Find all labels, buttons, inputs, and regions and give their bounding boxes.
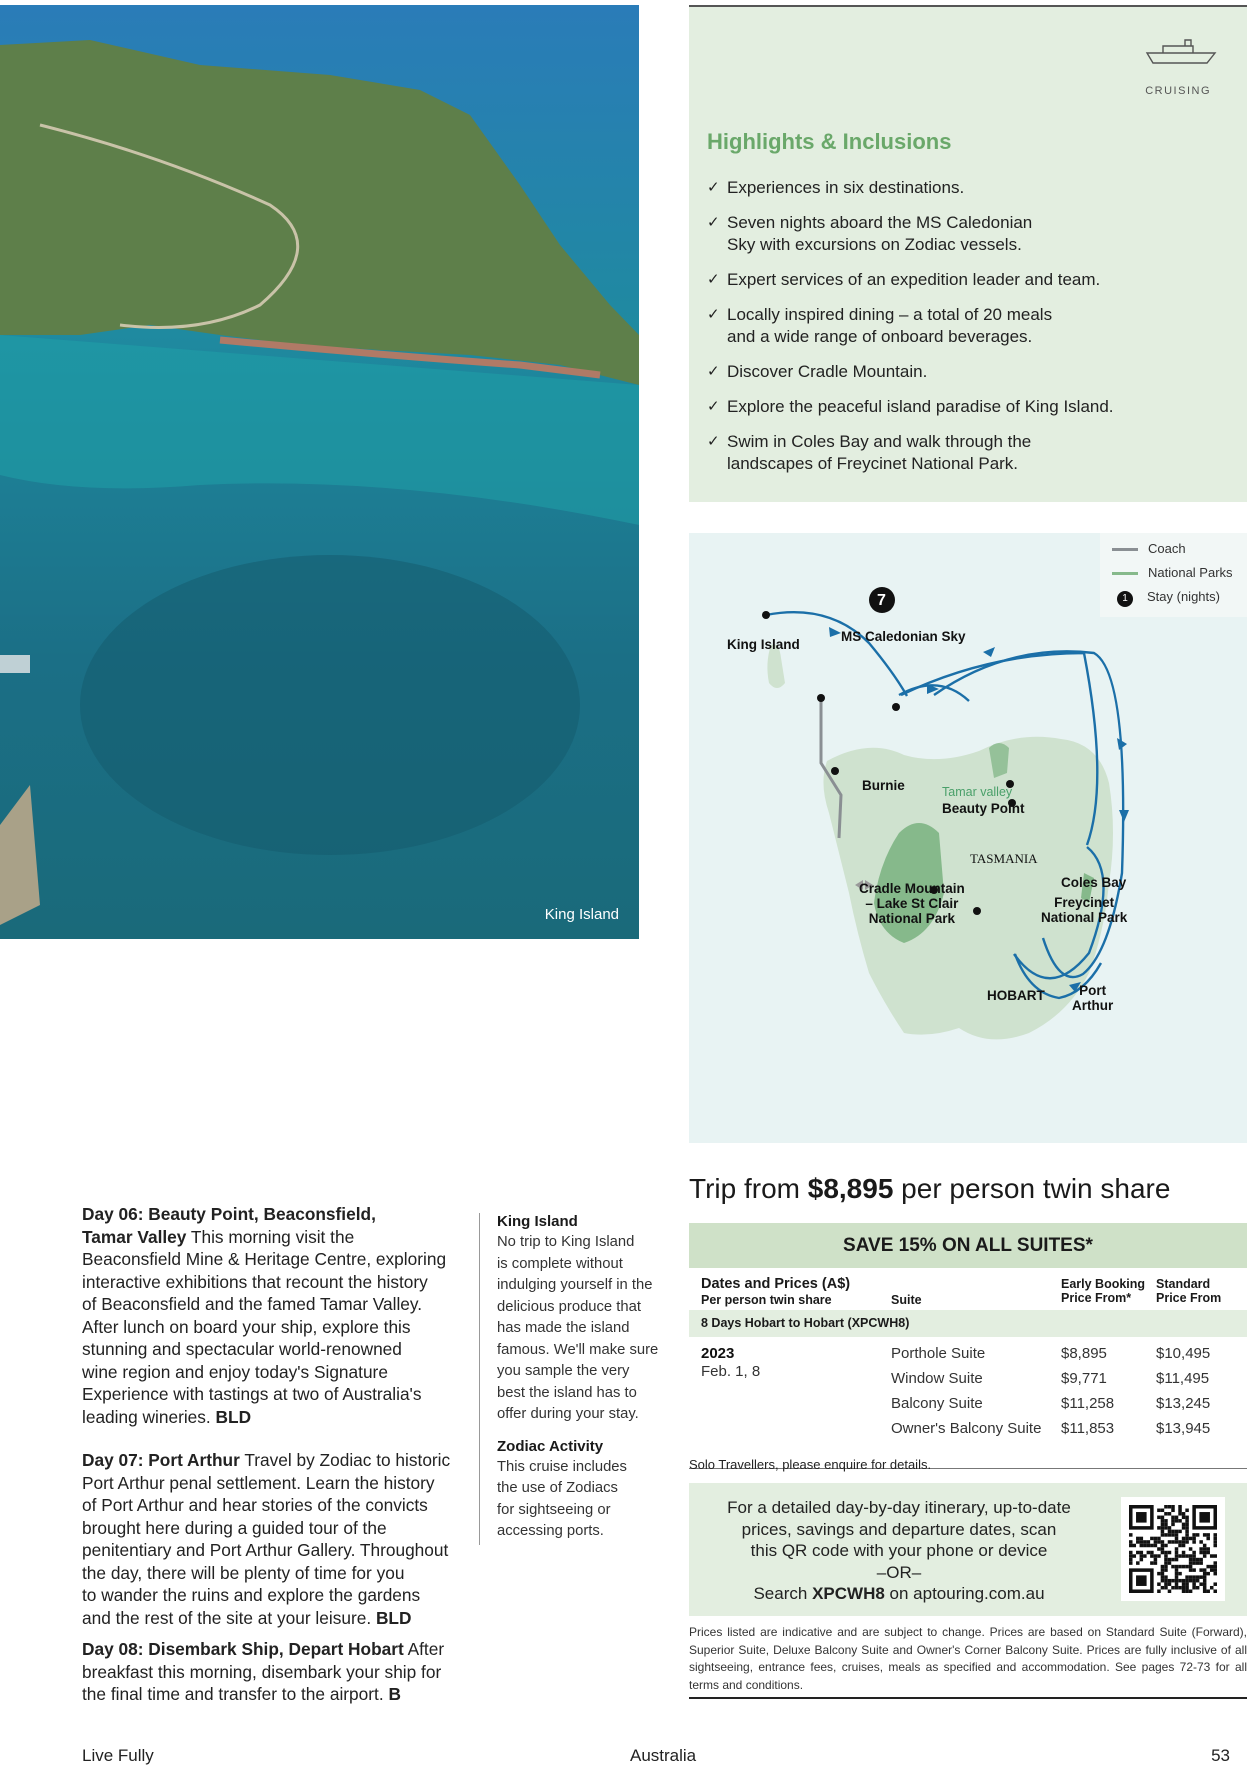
ship-nights-badge: 7: [877, 592, 886, 609]
col-standard-line1: Standard: [1156, 1277, 1211, 1291]
save-banner: SAVE 15% ON ALL SUITES*: [689, 1223, 1247, 1268]
qr-line: this QR code with your phone or device: [750, 1541, 1048, 1560]
label-cradle-line2: – Lake St Clair: [865, 896, 959, 911]
label-burnie: Burnie: [862, 778, 905, 793]
sidebar-line: offer during your stay.: [497, 1406, 639, 1422]
highlight-item: [707, 361, 1227, 383]
disclaimer: Prices listed are indicative and are subject to change. Prices are based on Standard Suite (Forward), Superior Suite, Deluxe Balcony Suite and Owner's Corner Balcony Suite. Prices are fully inclusive of all sightseeing, entrance fees, cruises, meals as specified and accommodation. See pages 72-73 for all terms and conditions.: [689, 1625, 1247, 1692]
zodiac-note-text: [497, 1457, 687, 1543]
suite-name: Porthole Suite: [891, 1345, 986, 1362]
highlights-list: [707, 177, 1227, 488]
label-cradle-line3: National Park: [868, 911, 956, 926]
tasmania-map: [689, 533, 1247, 1143]
qr-search-prefix: Search: [753, 1584, 808, 1603]
coach-legend-line: [1112, 548, 1138, 551]
sidebar-line: delicious produce that: [497, 1298, 641, 1315]
day07-line: brought here during a guided tour of the: [82, 1517, 387, 1538]
map-legend: [1100, 533, 1247, 617]
day07-line: and the rest of the site at your leisure.: [82, 1607, 372, 1628]
route-map: [689, 533, 1247, 1143]
king-island-note-text: [497, 1232, 687, 1426]
trip-from-headline: [689, 1173, 1170, 1205]
label-freycinet: [1041, 895, 1127, 925]
qr-line: –OR–: [876, 1562, 922, 1582]
sidebar-notes: [479, 1213, 687, 1545]
label-port-arthur: [1072, 983, 1113, 1013]
early-price: $11,853: [1061, 1420, 1115, 1437]
qr-code-image: [1121, 1497, 1225, 1601]
sidebar-line: accessing ports.: [497, 1523, 604, 1539]
check-icon: ✓: [707, 214, 720, 231]
highlight-text: Sky with excursions on Zodiac vessels.: [727, 235, 1022, 254]
highlight-item: [707, 396, 1227, 418]
day08-line: breakfast this morning, disembark your ship for: [82, 1661, 442, 1682]
sidebar-line: best the island has to: [497, 1384, 637, 1401]
label-cradle: [859, 881, 965, 926]
price-table: [689, 1268, 1247, 1469]
day07-line: Port Arthur penal settlement. Learn the history: [82, 1472, 435, 1493]
label-beauty-point: Beauty Point: [942, 801, 1025, 816]
col-dates-header: Dates and Prices (A$): [701, 1276, 851, 1292]
standard-price: $13,245: [1156, 1395, 1211, 1412]
highlight-item: [707, 304, 1227, 348]
label-cradle-line1: Cradle Mountain: [859, 881, 965, 896]
highlight-text: and a wide range of onboard beverages.: [727, 327, 1033, 346]
qr-instructions: [709, 1497, 1089, 1605]
sidebar-line: is complete without: [497, 1255, 623, 1272]
sidebar-line: No trip to King Island: [497, 1234, 635, 1250]
footer-center: Australia: [630, 1746, 697, 1765]
qr-line: prices, savings and departure dates, scan: [741, 1519, 1057, 1539]
day07-line: of Port Arthur and hear stories of the convicts: [82, 1495, 428, 1515]
departure-dates: Feb. 1, 8: [701, 1363, 761, 1380]
col-suite-header: Suite: [891, 1293, 922, 1307]
day06-text: [82, 1203, 457, 1428]
sidebar-line: for sightseeing or: [497, 1501, 611, 1518]
day07-heading: Day 07: Port Arthur: [82, 1450, 240, 1470]
highlights-title: Highlights & Inclusions: [707, 129, 952, 154]
label-tasmania: TASMANIA: [970, 851, 1038, 866]
highlight-text: Explore the peaceful island paradise of King Island.: [727, 397, 1114, 416]
trip-name-row: 8 Days Hobart to Hobart (XPCWH8): [689, 1310, 1247, 1337]
sidebar-line: famous. We'll make sure: [497, 1341, 659, 1358]
check-icon: ✓: [707, 306, 720, 323]
king-island-note-title: King Island: [497, 1213, 578, 1230]
qr-line: For a detailed day-by-day itinerary, up-to-date: [727, 1498, 1071, 1517]
check-icon: ✓: [707, 179, 720, 196]
col-standard-header: [1156, 1277, 1221, 1305]
day06-line: This morning visit the: [190, 1226, 355, 1247]
day06-line: leading wineries.: [82, 1406, 211, 1427]
trip-price: $8,895: [807, 1173, 894, 1204]
day07-line: penitentiary and Port Arthur Gallery. Throughout: [82, 1540, 449, 1560]
check-icon: ✓: [707, 398, 720, 415]
early-price: $9,771: [1061, 1370, 1107, 1387]
legend-parks: National Parks: [1148, 565, 1233, 580]
sidebar-line: the use of Zodiacs: [497, 1480, 618, 1496]
check-icon: ✓: [707, 271, 720, 288]
day07-line: Travel by Zodiac to historic: [244, 1450, 451, 1470]
label-port-arthur-line1: Port: [1079, 983, 1107, 998]
suite-name: Window Suite: [891, 1370, 983, 1387]
col-dates-sub: Per person twin share: [701, 1293, 832, 1307]
price-table-header: [689, 1268, 1247, 1310]
day06-line: interactive exhibitions that recount the history: [82, 1271, 428, 1292]
departure-year: 2023: [701, 1345, 735, 1362]
qr-code[interactable]: [1121, 1497, 1225, 1601]
early-price: $8,895: [1061, 1345, 1107, 1362]
highlight-item: [707, 212, 1227, 256]
trip-suffix: per person twin share: [901, 1173, 1171, 1204]
label-port-arthur-line2: Arthur: [1072, 998, 1114, 1013]
sidebar-line: This cruise includes: [497, 1458, 627, 1475]
ship-icon: [1145, 37, 1217, 65]
legend-coach: Coach: [1148, 541, 1186, 556]
suite-name: Balcony Suite: [891, 1395, 983, 1412]
highlight-text: Seven nights aboard the MS Caledonian: [727, 213, 1033, 232]
label-ship: MS Caledonian Sky: [841, 629, 966, 644]
day08-text: [82, 1638, 457, 1706]
parks-legend-line: [1112, 572, 1138, 575]
col-early-line1: Early Booking: [1061, 1277, 1146, 1291]
day06-line: After lunch on board your ship, explore this: [82, 1316, 411, 1337]
day08-meals: B: [388, 1684, 401, 1704]
day06-heading: Day 06: Beauty Point, Beaconsfield,: [82, 1204, 376, 1224]
day06-line: Beaconsfield Mine & Heritage Centre, exploring: [82, 1249, 447, 1269]
day07-text: [82, 1449, 457, 1629]
highlight-text: Locally inspired dining – a total of 20 meals: [727, 305, 1053, 324]
sidebar-line: has made the island: [497, 1320, 630, 1336]
highlight-item: [707, 177, 1227, 199]
highlight-item: [707, 431, 1227, 475]
day07-meals: BLD: [375, 1607, 412, 1628]
qr-search-code: XPCWH8: [812, 1584, 885, 1603]
check-icon: ✓: [707, 433, 720, 450]
label-tamar: Tamar valley: [942, 785, 1013, 799]
label-coles-bay: Coles Bay: [1061, 875, 1127, 890]
highlight-item: [707, 269, 1227, 291]
day08-heading: Day 08: Disembark Ship, Depart Hobart: [82, 1639, 404, 1659]
stay-legend-dot: 1: [1117, 591, 1133, 607]
day06-line: wine region and enjoy today's Signature: [82, 1361, 388, 1382]
category-label: CRUISING: [1145, 85, 1211, 97]
day06-line: stunning and spectacular world-renowned: [82, 1339, 402, 1359]
day06-meals: BLD: [215, 1406, 252, 1427]
photo-caption: King Island: [544, 906, 619, 923]
qr-panel: [689, 1483, 1247, 1616]
sidebar-line: indulging yourself in the: [497, 1277, 653, 1293]
bottom-rule: [689, 1697, 1247, 1699]
aerial-coast-image: [0, 5, 639, 939]
col-early-header: [1061, 1277, 1145, 1305]
highlight-text: Expert services of an expedition leader and team.: [727, 270, 1101, 289]
col-early-line2: Price From*: [1061, 1291, 1132, 1305]
day06-line: of Beaconsfield and the famed Tamar Valley.: [82, 1294, 423, 1314]
suite-name: Owner's Balcony Suite: [891, 1420, 1042, 1437]
day07-line: to wander the ruins and explore the gardens: [82, 1585, 421, 1605]
qr-search-line: [709, 1583, 1089, 1605]
highlights-panel: [689, 5, 1247, 502]
day06-heading2: Tamar Valley: [82, 1226, 187, 1247]
qr-search-suffix: on aptouring.com.au: [889, 1584, 1045, 1603]
highlight-text: Experiences in six destinations.: [727, 178, 965, 197]
highlight-text: Discover Cradle Mountain.: [727, 362, 928, 381]
zodiac-note-title: Zodiac Activity: [497, 1437, 604, 1455]
trip-prefix: Trip from: [689, 1173, 800, 1204]
early-price: $11,258: [1061, 1395, 1115, 1412]
standard-price: $10,495: [1156, 1345, 1211, 1362]
day08-line: After: [407, 1639, 445, 1659]
standard-price: $13,945: [1156, 1420, 1211, 1437]
price-table-body: [689, 1337, 1247, 1469]
day08-line: the final time and transfer to the airport.: [82, 1684, 384, 1704]
label-hobart: HOBART: [987, 988, 1045, 1003]
standard-price: $11,495: [1156, 1370, 1210, 1387]
king-island-photo: [0, 5, 639, 939]
col-standard-line2: Price From: [1156, 1291, 1222, 1305]
day07-line: the day, there will be plenty of time for you: [82, 1562, 405, 1583]
legend-stay: Stay (nights): [1147, 589, 1220, 604]
page-number: 53: [1211, 1746, 1230, 1765]
label-king-island: King Island: [727, 637, 800, 652]
label-freycinet-line1: Freycinet: [1054, 895, 1115, 910]
highlight-text: landscapes of Freycinet National Park.: [727, 454, 1019, 473]
check-icon: ✓: [707, 363, 720, 380]
day06-line: Experience with tastings at two of Australia's: [82, 1384, 422, 1404]
label-freycinet-line2: National Park: [1041, 910, 1128, 925]
highlight-text: Swim in Coles Bay and walk through the: [727, 432, 1032, 451]
sidebar-line: you sample the very: [497, 1363, 630, 1379]
solo-note: Solo Travellers, please enquire for details.: [689, 1457, 932, 1472]
footer-left: Live Fully: [82, 1746, 154, 1765]
